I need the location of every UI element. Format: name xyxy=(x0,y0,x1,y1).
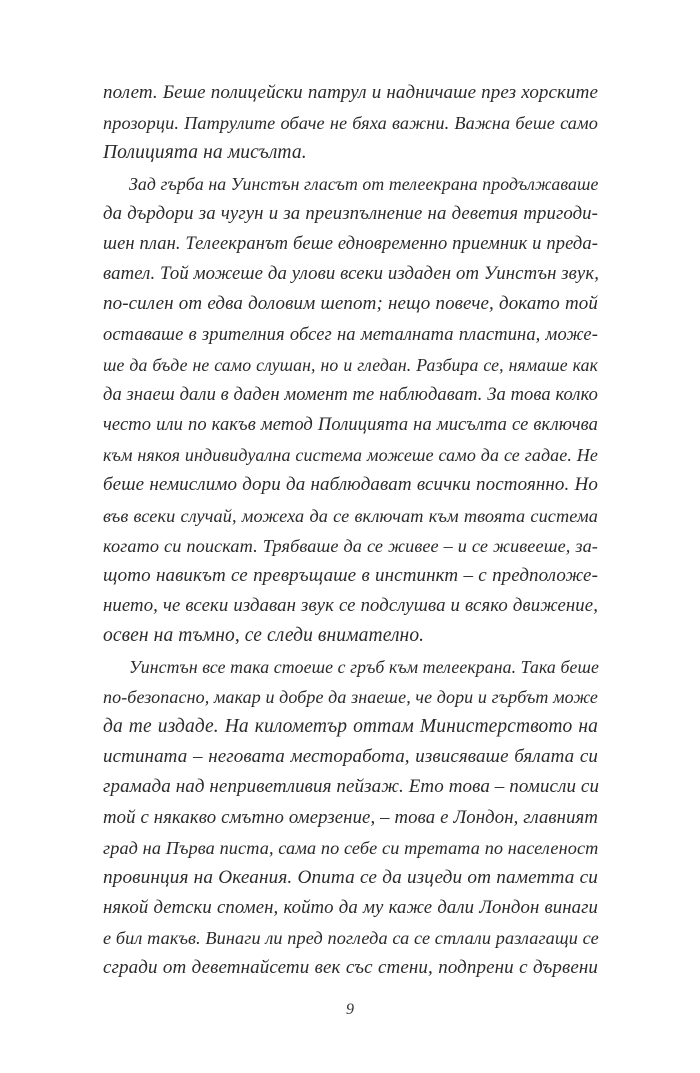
text-line: да знаеш дали в даден момент те наблюдават. За това колко xyxy=(103,384,598,405)
text-line: град на Първа писта, сама по себе си третата по населеност xyxy=(103,837,599,858)
text-line: той с някакво смътно омерзение, – това е Лондон, главният xyxy=(103,806,598,828)
text-line: провинция на Океания. Опита се да изцеди от паметта си xyxy=(103,866,598,888)
text-line: грамада над неприветливия пейзаж. Ето това – помисли си xyxy=(103,776,600,798)
text-line: често или по какъв метод Полицията на мисълта се включва xyxy=(103,415,598,436)
text-line: Уинстън все така стоеше с гръб към телеекрана. Така беше xyxy=(129,656,599,677)
text-line: да дърдори за чугун и за преизпълнение на деветия тригоди- xyxy=(103,202,598,224)
text-line: към някоя индивидуална система можеше само да се гадае. Не xyxy=(103,445,598,466)
text-line: полет. Беше полицейски патрул и надничаше през хорските xyxy=(103,82,598,103)
text-line: освен на тъмно, се следи внимателно. xyxy=(103,625,425,647)
text-line: шен план. Телеекранът беше едновременно приемник и преда- xyxy=(103,233,598,254)
text-line: нието, че всеки издаван звук се подслушва и всяко движение, xyxy=(103,595,598,617)
text-line: някой детски спомен, който да му каже дали Лондон винаги xyxy=(103,897,598,919)
text-line: вател. Той можеше да улови всеки издаден от Уинстън звук, xyxy=(103,263,600,285)
text-line: да те издаде. На километър оттам Министерството на xyxy=(103,715,598,737)
text-line: по-безопасно, макар и добре да знаеше, че дори и гърбът може xyxy=(103,686,599,707)
text-line: Полицията на мисълта. xyxy=(103,142,307,164)
text-line: истината – неговата месторабота, извисяваше бялата си xyxy=(103,746,598,768)
text-line: щото навикът се превръщаше в инстинкт – с предположе- xyxy=(103,565,598,586)
text-line: ше да бъде не само слушан, но и гледан. Разбира се, нямаше как xyxy=(103,354,598,375)
text-line: сгради от деветнайсети век със стени, подпрени с дървени xyxy=(103,957,598,979)
body-text xyxy=(103,78,598,984)
page-number: 9 xyxy=(346,1001,354,1018)
text-line: когато си поискат. Трябваше да се живее – и се живееше, за- xyxy=(103,535,598,556)
text-line: прозорци. Патрулите обаче не бяха важни. Важна беше само xyxy=(103,113,598,134)
text-line: беше немислимо дори да наблюдават всички постоянно. Но xyxy=(103,474,598,496)
text-line: по-силен от едва доловим шепот; нещо повече, докато той xyxy=(103,293,598,315)
text-line: е бил такъв. Винаги ли пред погледа са се стлали разлагащи се xyxy=(103,928,599,949)
text-line: във всеки случай, можеха да се включат към твоята система xyxy=(103,505,598,526)
text-line: Зад гърба на Уинстън гласът от телеекрана продължаваше xyxy=(129,173,599,194)
text-line: оставаше в зрителния обсег на металната пластина, може- xyxy=(103,324,598,345)
